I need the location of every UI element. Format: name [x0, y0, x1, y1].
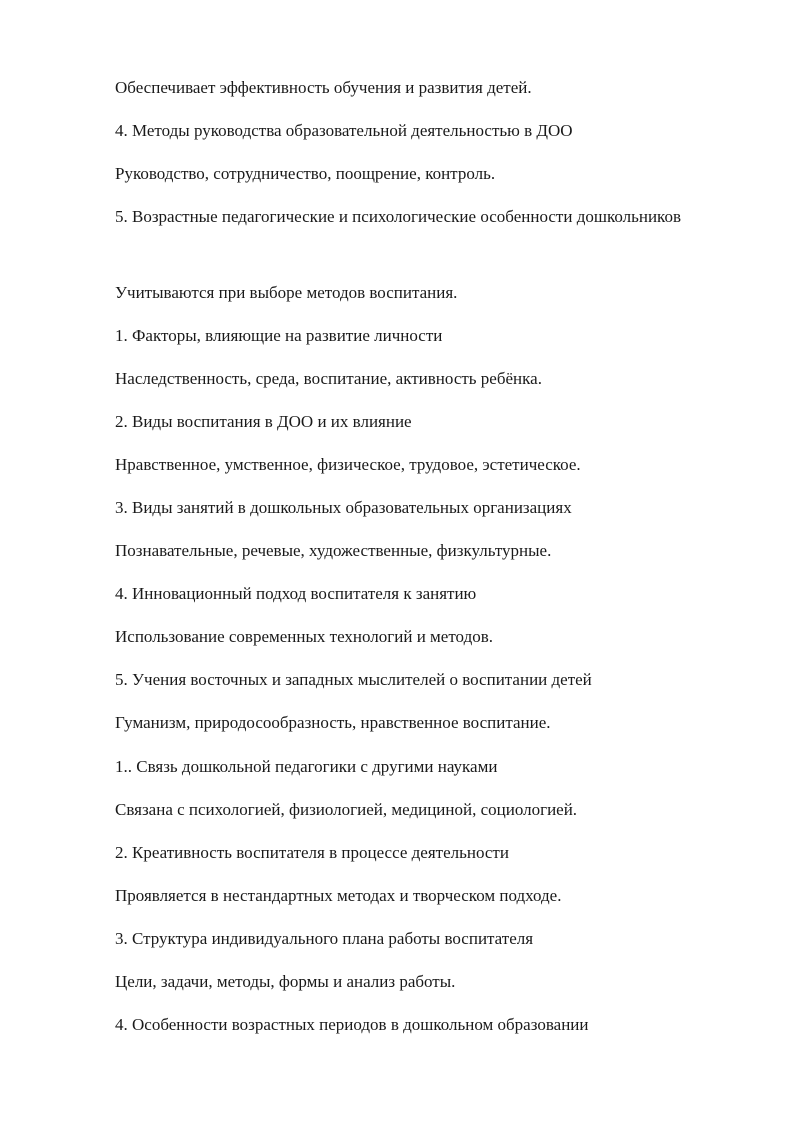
section-heading: 2. Виды воспитания в ДОО и их влияние: [115, 412, 412, 431]
paragraph: Обеспечивает эффективность обучения и развития детей.: [115, 78, 532, 97]
paragraph: Нравственное, умственное, физическое, трудовое, эстетическое.: [115, 455, 581, 474]
section-heading: 4. Инновационный подход воспитателя к занятию: [115, 584, 477, 603]
paragraph: Руководство, сотрудничество, поощрение, контроль.: [115, 164, 496, 183]
paragraph: Гуманизм, природосообразность, нравственное воспитание.: [115, 713, 551, 732]
section-heading: 2. Креативность воспитателя в процессе деятельности: [115, 843, 509, 862]
paragraph: Проявляется в нестандартных методах и творческом подходе.: [115, 886, 562, 905]
paragraph: Использование современных технологий и методов.: [115, 627, 493, 646]
section-heading: 5. Возрастные педагогические и психологические особенности дошкольников: [115, 207, 681, 226]
paragraph: Познавательные, речевые, художественные, физкультурные.: [115, 541, 552, 560]
paragraph: Наследственность, среда, воспитание, активность ребёнка.: [115, 369, 542, 388]
section-heading: 1.. Связь дошкольной педагогики с другими науками: [115, 757, 498, 776]
section-heading: 5. Учения восточных и западных мыслителей о воспитании детей: [115, 670, 592, 689]
paragraph: Цели, задачи, методы, формы и анализ работы.: [115, 972, 456, 991]
section-heading: 3. Виды занятий в дошкольных образовательных организациях: [115, 498, 572, 517]
section-heading: 3. Структура индивидуального плана работы воспитателя: [115, 929, 534, 948]
section-heading: 4. Методы руководства образовательной деятельностью в ДОО: [115, 121, 573, 140]
section-heading: 1. Факторы, влияющие на развитие личности: [115, 326, 443, 345]
section-heading: 4. Особенности возрастных периодов в дошкольном образовании: [115, 1015, 589, 1034]
paragraph: Связана с психологией, физиологией, медициной, социологией.: [115, 800, 578, 819]
paragraph: Учитываются при выборе методов воспитания.: [115, 283, 458, 302]
